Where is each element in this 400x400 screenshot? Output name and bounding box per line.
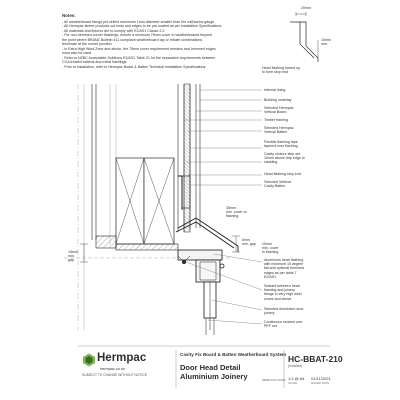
note-line: - For non-hemmed corner flashings, ensure a minimum 75mm cover to weatherboards beyond bbox=[62, 33, 213, 38]
timber-framing-label: Timber framing bbox=[264, 118, 289, 122]
timber-lintel bbox=[116, 158, 174, 244]
vertical-batten-label: Selected Hermpac Vertical Batten bbox=[264, 126, 294, 135]
note-line: the point where BRANZ Bulletin 411 compliant weatherboard tap or rebate combinations bbox=[62, 37, 203, 42]
building-underlay-label: Building underlay bbox=[264, 98, 292, 102]
note-line: - Prior to installation, refer to Hermpac Board & Batten Technical Installation Specifications. bbox=[62, 65, 207, 70]
flexible-tape-label: Flexible flashing tape tapered over flashing bbox=[264, 140, 298, 149]
trimmer-stud bbox=[96, 236, 116, 248]
head-stop-end-label: Head flashing stop end bbox=[264, 172, 301, 176]
dim-15mm-label: 15mm min. gap bbox=[68, 250, 78, 263]
cavity-closure-label: Cavity closure strip set 10mm above drip edge to cladding bbox=[264, 152, 305, 165]
selected-joinery-label: Selected aluminium door joinery bbox=[264, 307, 304, 316]
dim-10mm-label: 10mm bbox=[321, 38, 331, 42]
vertical-board-label: Selected Hermpac Vertical Board bbox=[264, 106, 294, 115]
issued-date-value: 01/11/2021 bbox=[311, 376, 331, 381]
note-line: terminate at the corner junction. bbox=[62, 42, 113, 47]
drawing-title-line1: Door Head Detail bbox=[180, 363, 241, 372]
aluminium-joinery bbox=[178, 250, 224, 335]
note-line: - All weatherboard fixings pre-drilled maximum 1mm diameter smaller than the nail/screw gauge bbox=[62, 19, 215, 24]
scale-key: SCALE bbox=[288, 381, 298, 385]
internal-lining-label: Internal lining bbox=[264, 88, 286, 92]
note-line: - In Extra High Wind Zone and above, the 75mm cover requirement remains and hemmed edges bbox=[62, 46, 216, 51]
cavity-batten-label: Selected Vertical Cavity Batten bbox=[264, 180, 291, 189]
drawing-code-sub: (Modified) bbox=[288, 364, 303, 368]
drawing-code: HC-BBAT-210 bbox=[288, 354, 343, 364]
note-line: CCA treated battens and metal flashings. bbox=[62, 60, 128, 65]
sealant-between-label: Sealant between head flashing and joinery flange in very high wind zones and above bbox=[264, 284, 302, 301]
head-flashing-turned-label: Head flashing turned up to form stop end bbox=[262, 66, 301, 75]
note-line: - Refer to NZBC Acceptable Solutions E2/AS1 Table 21 for the separation requirements between bbox=[62, 55, 216, 60]
dim-min-label: min. bbox=[321, 42, 328, 46]
dim-35mm-label: 35mm min. cover to flashing bbox=[226, 206, 247, 219]
cavity-batten bbox=[184, 84, 190, 232]
maker-mark: WEBB SOLUTIONS bbox=[262, 379, 286, 382]
aluminium-head-flashing-label: Aluminium head flashing with minimum 15 degree fall and optional hemmed edges as per table 7 E2/AS1 bbox=[264, 258, 305, 279]
title-block-keys bbox=[288, 381, 329, 385]
note-line: - All Hermpac timber products cut ends and edges to be pre-coated as per Installation Specifications. bbox=[62, 24, 223, 29]
note-line: - All materials and fixtures are to comply with E2/AS1 Clause 2.2 bbox=[62, 28, 165, 33]
lintel-base bbox=[116, 244, 178, 250]
system-name: Cavity Fix Board & Batten Weatherboard System bbox=[180, 352, 287, 357]
subject-to-change: SUBJECT TO CHANGE WITHOUT NOTICE bbox=[82, 373, 147, 377]
dim-10mm-cover-label: 10mm min. cover to flashing bbox=[262, 242, 279, 255]
inset-flashing-detail bbox=[290, 12, 318, 62]
scale-value: 1:2 @ A4 bbox=[288, 376, 305, 381]
drawing-title-line2: Aluminium Joinery bbox=[180, 372, 248, 381]
brand-website: hermpac.co.nz bbox=[100, 367, 125, 371]
brand-name: Hermpac bbox=[97, 352, 147, 364]
continuous-sealant-label: Continuous sealant over PEF rod bbox=[264, 320, 303, 329]
issued-date-key: ISSUED DATE bbox=[310, 381, 330, 385]
dim-5mm-label: 5mm min. gap bbox=[242, 238, 256, 247]
note-line: must also be used. bbox=[62, 51, 93, 56]
hermpac-logo-icon bbox=[82, 353, 96, 367]
notes-title: Notes: bbox=[62, 13, 76, 18]
dim-20mm-label: 20mm bbox=[301, 6, 311, 10]
